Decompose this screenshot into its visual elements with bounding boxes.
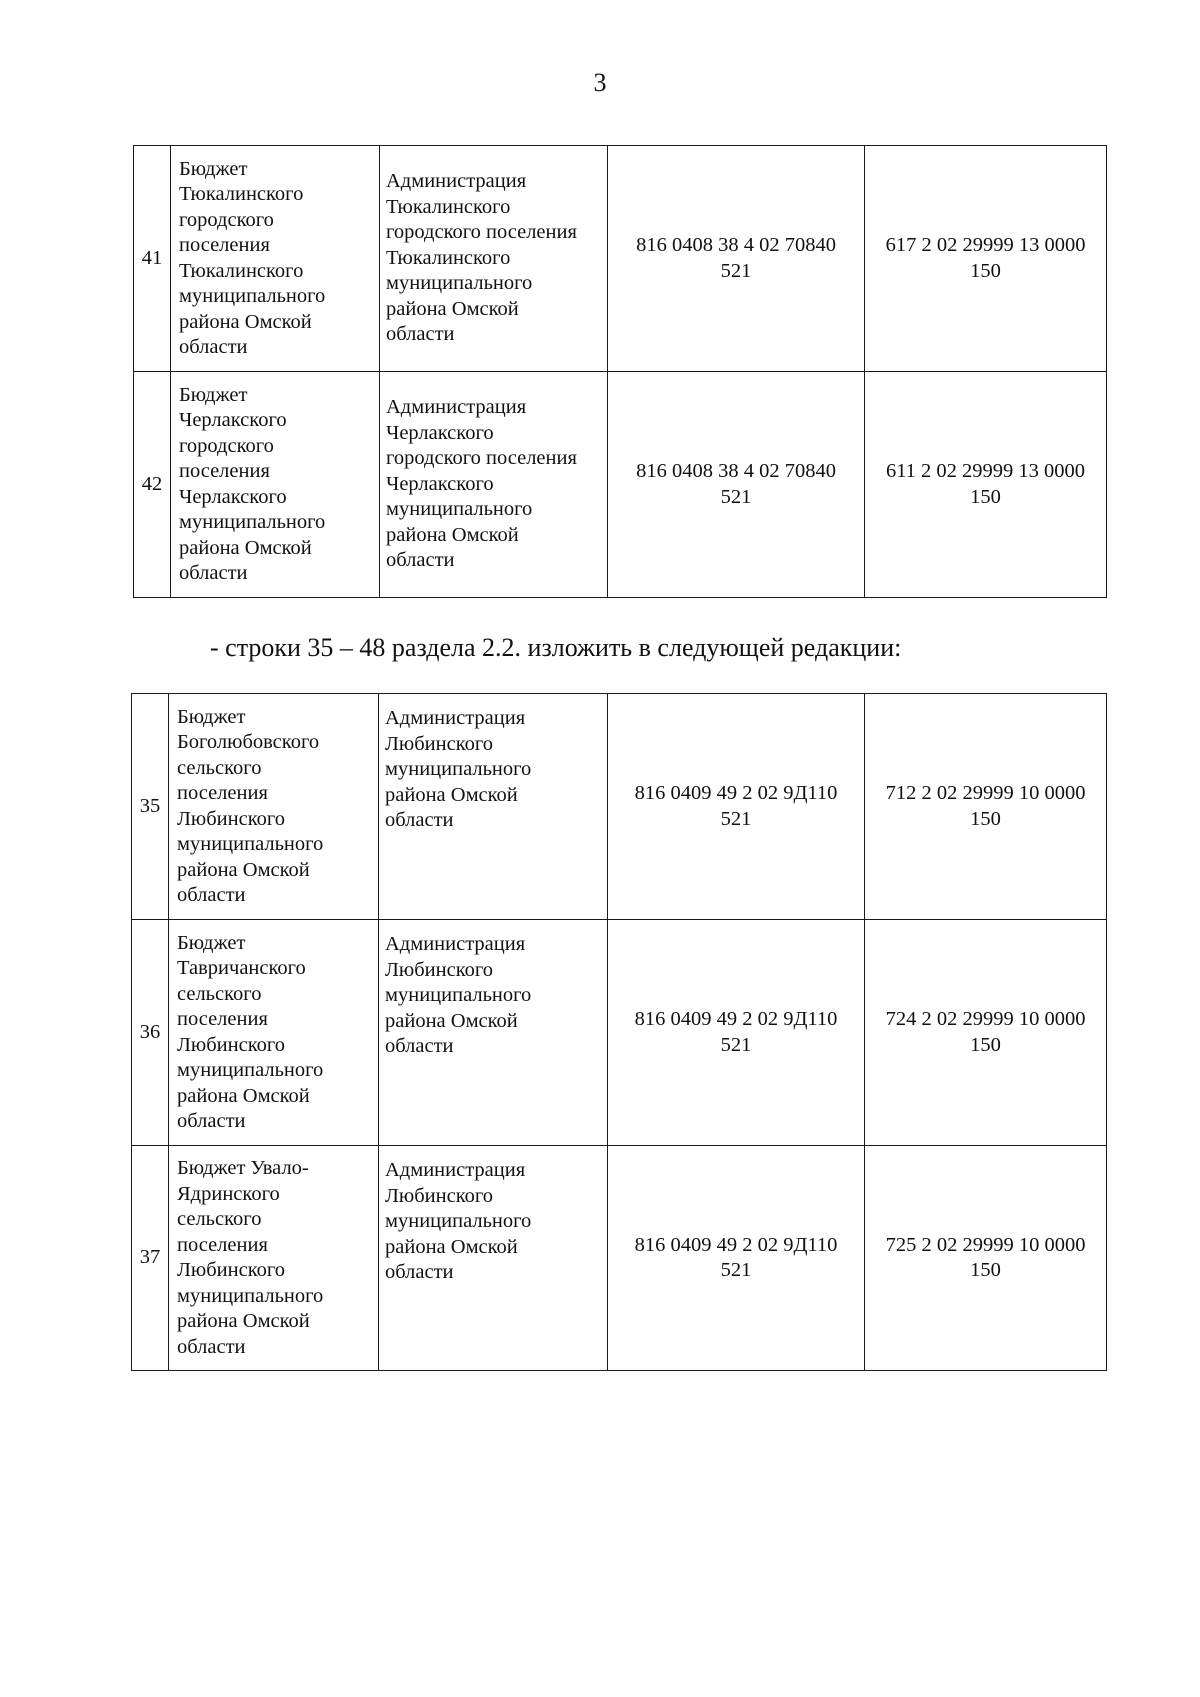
table-row — [132, 1146, 1107, 1371]
administrator-cell: Администрация Любинского муниципального района Омской области — [379, 694, 608, 920]
row-number: 41 — [134, 146, 171, 372]
budget-name-cell: Бюджет Черлакского городского поселения Черлакского муниципального района Омской области — [171, 372, 380, 598]
row-number: 36 — [132, 920, 169, 1146]
table-row — [134, 146, 1107, 372]
revenue-code-cell: 712 2 02 29999 10 0000 150 — [865, 694, 1107, 920]
budget-name-cell: Бюджет Увало- Ядринского сельского поселения Любинского муниципального района Омской области — [169, 1146, 379, 1371]
revenue-code-cell: 611 2 02 29999 13 0000 150 — [865, 372, 1107, 598]
expense-code-cell: 816 0408 38 4 02 70840 521 — [608, 146, 865, 372]
administrator-cell: Администрация Черлакского городского поселения Черлакского муниципального района Омской области — [380, 372, 608, 598]
revenue-code-cell: 724 2 02 29999 10 0000 150 — [865, 920, 1107, 1146]
administrator-cell: Администрация Любинского муниципального района Омской области — [379, 920, 608, 1146]
administrator-cell: Администрация Тюкалинского городского поселения Тюкалинского муниципального района Омской области — [380, 146, 608, 372]
row-number: 37 — [132, 1146, 169, 1371]
table-row — [134, 372, 1107, 598]
expense-code-cell: 816 0409 49 2 02 9Д110 521 — [608, 1146, 865, 1371]
table-row — [132, 694, 1107, 920]
table-row — [132, 920, 1107, 1146]
administrator-cell: Администрация Любинского муниципального района Омской области — [379, 1146, 608, 1371]
budget-name-cell: Бюджет Тюкалинского городского поселения Тюкалинского муниципального района Омской области — [171, 146, 380, 372]
revenue-code-cell: 725 2 02 29999 10 0000 150 — [865, 1146, 1107, 1371]
row-number: 35 — [132, 694, 169, 920]
row-number: 42 — [134, 372, 171, 598]
page-number: 3 — [593, 68, 607, 97]
expense-code-cell: 816 0409 49 2 02 9Д110 521 — [608, 694, 865, 920]
budget-table-section-2-2 — [131, 693, 1107, 1371]
budget-table-section-1 — [133, 145, 1107, 598]
budget-name-cell: Бюджет Тавричанского сельского поселения Любинского муниципального района Омской области — [169, 920, 379, 1146]
amendment-instruction: - строки 35 – 48 раздела 2.2. изложить в следующей редакции: — [210, 633, 902, 662]
budget-name-cell: Бюджет Боголюбовского сельского поселения Любинского муниципального района Омской области — [169, 694, 379, 920]
expense-code-cell: 816 0409 49 2 02 9Д110 521 — [608, 920, 865, 1146]
expense-code-cell: 816 0408 38 4 02 70840 521 — [608, 372, 865, 598]
revenue-code-cell: 617 2 02 29999 13 0000 150 — [865, 146, 1107, 372]
